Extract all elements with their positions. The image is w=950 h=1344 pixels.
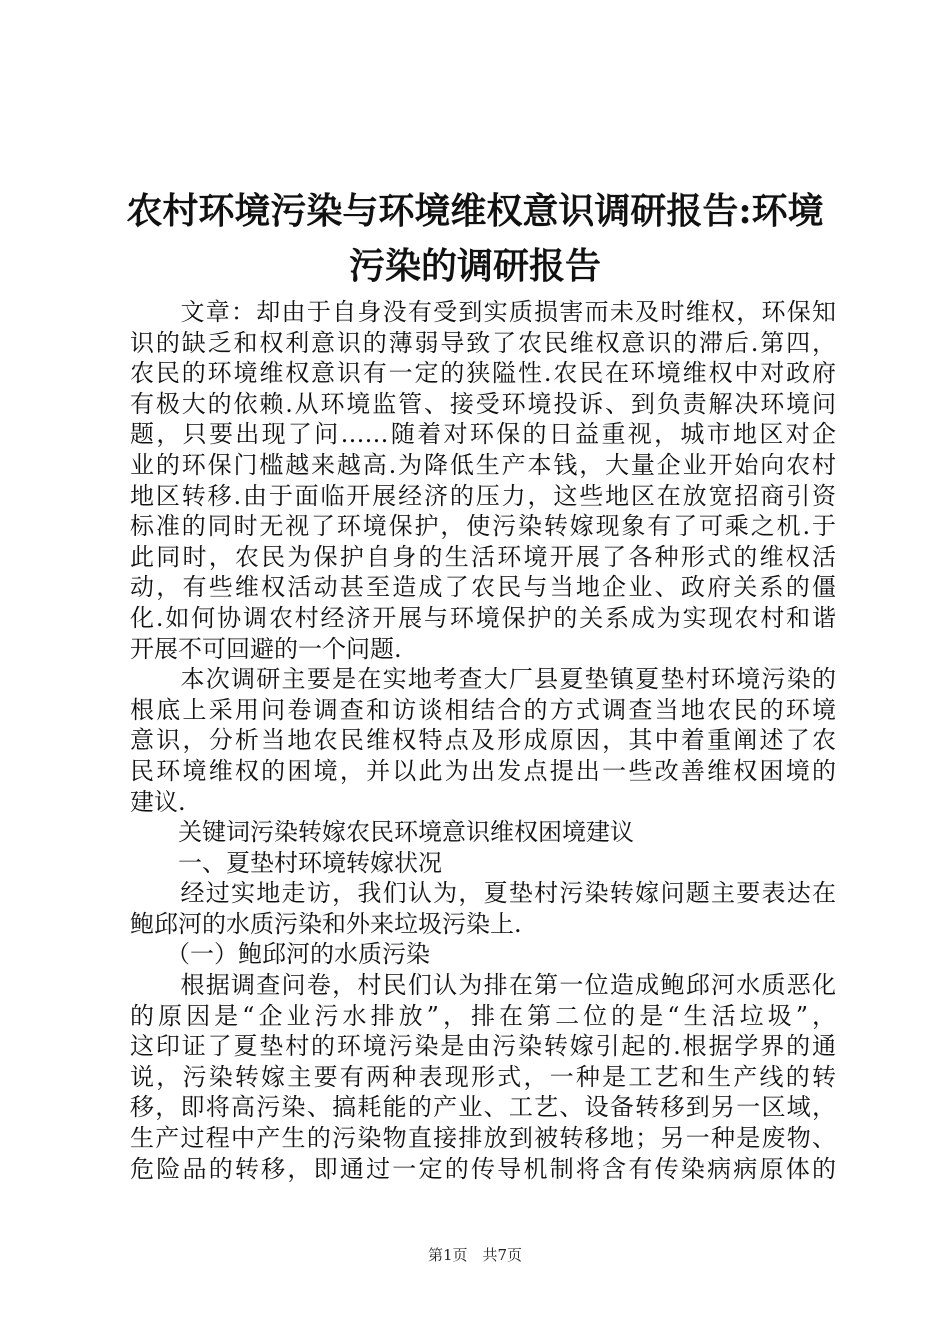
text-line: 意识，分析当地农民维权特点及形成原因，其中着重阐述了农 — [130, 726, 836, 755]
text-line: 农民的环境维权意识有一定的狭隘性.农民在环境维权中对政府 — [130, 359, 836, 388]
text-line: 地区转移.由于面临开展经济的压力，这些地区在放宽招商引资 — [130, 481, 836, 510]
text-line: 识的缺乏和权利意识的薄弱导致了农民维权意识的滞后.第四， — [130, 328, 836, 357]
text-line: 说，污染转嫁主要有两种表现形式，一种是工艺和生产线的转 — [130, 1062, 836, 1091]
text-line: 文章：却由于自身没有受到实质损害而未及时维权，环保知 — [130, 298, 836, 326]
text-line: 有极大的依赖.从环境监管、接受环境投诉、到负责解决环境问 — [130, 389, 836, 418]
text-line: 题，只要出现了问……随着对环保的日益重视，城市地区对企 — [130, 420, 836, 449]
text-line: 鲍邱河的水质污染和外来垃圾污染上. — [130, 909, 522, 938]
text-line: 危险品的转移，即通过一定的传导机制将含有传染病病原体的 — [130, 1154, 836, 1183]
text-line: 根底上采用问卷调查和访谈相结合的方式调查当地农民的环境 — [130, 695, 836, 724]
text-line: 关键词污染转嫁农民环境意识维权困境建议 — [130, 818, 634, 847]
text-line: 民环境维权的困境，并以此为出发点提出一些改善维权困境的 — [130, 756, 836, 785]
text-line: 此同时，农民为保护自身的生活环境开展了各种形式的维权活 — [130, 542, 836, 571]
text-line: 一、夏垫村环境转嫁状况 — [130, 848, 442, 877]
text-line: 经过实地走访，我们认为，夏垫村污染转嫁问题主要表达在 — [130, 879, 836, 908]
text-line: 业的环保门槛越来越高.为降低生产本钱，大量企业开始向农村 — [130, 450, 836, 479]
text-line: （一）鲍邱河的水质污染 — [130, 940, 430, 969]
text-line: 动，有些维权活动甚至造成了农民与当地企业、政府关系的僵 — [130, 573, 836, 602]
document-body — [130, 297, 836, 1184]
text-line: 化.如何协调农村经济开展与环境保护的关系成为实现农村和谐 — [130, 603, 836, 632]
text-line: 根据调查问卷，村民们认为排在第一位造成鲍邱河水质恶化 — [130, 971, 836, 1000]
text-line: 移，即将高污染、搞耗能的产业、工艺、设备转移到另一区域， — [130, 1093, 836, 1122]
document-title-line-1: 农村环境污染与环境维权意识调研报告:环境 — [126, 190, 824, 232]
text-line: 生产过程中产生的污染物直接排放到被转移地；另一种是废物、 — [130, 1124, 836, 1153]
document-title-line-2: 污染的调研报告 — [348, 245, 601, 287]
text-line: 这印证了夏垫村的环境污染是由污染转嫁引起的.根据学界的通 — [130, 1032, 836, 1061]
text-line: 本次调研主要是在实地考查大厂县夏垫镇夏垫村环境污染的 — [130, 665, 836, 694]
text-line: 建议. — [130, 787, 186, 816]
text-line: 的原因是“企业污水排放”，排在第二位的是“生活垃圾”， — [130, 1001, 836, 1030]
page-footer: 第1页 共7页 — [427, 1246, 523, 1264]
text-line: 标准的同时无视了环境保护，使污染转嫁现象有了可乘之机.于 — [130, 512, 836, 541]
text-line: 开展不可回避的一个问题. — [130, 634, 402, 663]
